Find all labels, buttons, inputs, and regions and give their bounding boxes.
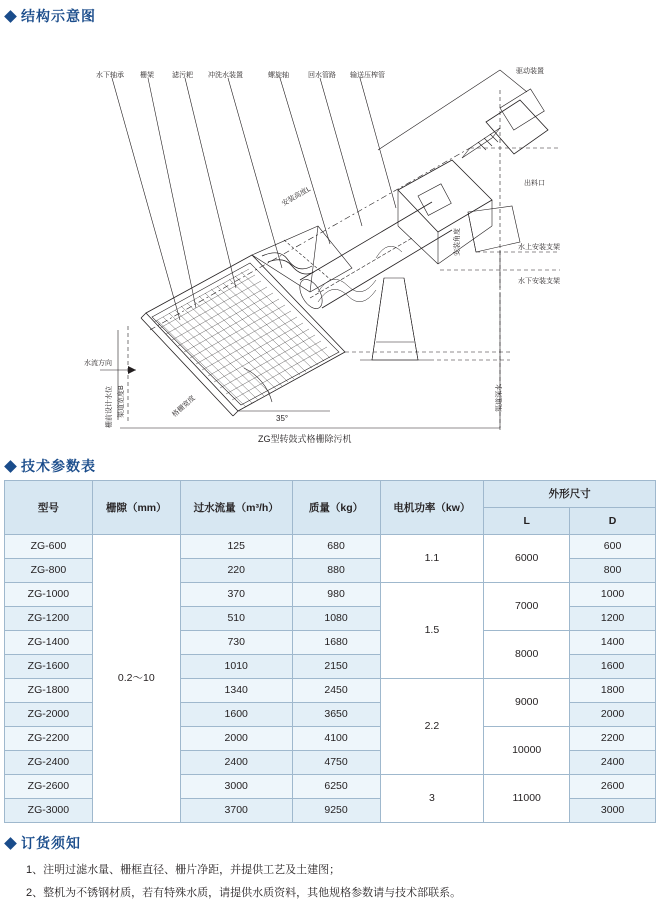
- diamond-bullet-icon: [4, 10, 17, 23]
- cell-dim-d: 2600: [570, 775, 656, 799]
- cell-dim-l: 7000: [484, 583, 570, 631]
- tech-params-table-wrap: [4, 480, 656, 823]
- cell-flow: 1340: [180, 679, 292, 703]
- cell-flow: 2400: [180, 751, 292, 775]
- dimension-label-channel-depth: 渠道深水: [496, 384, 503, 412]
- section-header-diagram: [6, 6, 660, 26]
- callout-label-frame: 栅架: [140, 72, 154, 79]
- dimension-label-screen-width: 格栅宽度: [171, 394, 197, 419]
- diamond-bullet-icon: [4, 837, 17, 850]
- cell-mass: 3650: [292, 703, 380, 727]
- cell-flow: 220: [180, 559, 292, 583]
- cell-dim-d: 2400: [570, 751, 656, 775]
- cell-flow: 370: [180, 583, 292, 607]
- cell-flow: 2000: [180, 727, 292, 751]
- cell-model: ZG-1800: [5, 679, 93, 703]
- cell-power: 2.2: [380, 679, 484, 775]
- callout-label-underwater-bracket: 水下安装支架: [518, 278, 560, 285]
- callout-label-underwater-bearing: 水下轴承: [96, 72, 124, 79]
- cell-mass: 4750: [292, 751, 380, 775]
- cell-mass: 1680: [292, 631, 380, 655]
- cell-mass: 4100: [292, 727, 380, 751]
- table-head: [5, 481, 656, 535]
- dimension-label-channel-width: 渠道宽度B: [118, 385, 125, 418]
- cell-mass: 9250: [292, 799, 380, 823]
- cell-model: ZG-600: [5, 535, 93, 559]
- cell-dim-l: 10000: [484, 727, 570, 775]
- diagram-svg: [0, 30, 660, 450]
- order-notes: [0, 861, 660, 900]
- cell-model: ZG-3000: [5, 799, 93, 823]
- cell-dim-d: 1000: [570, 583, 656, 607]
- tech-params-table: [4, 480, 656, 823]
- cell-flow: 510: [180, 607, 292, 631]
- cell-model: ZG-2000: [5, 703, 93, 727]
- col-header-model: 型号: [5, 481, 93, 535]
- section-header-params: [6, 456, 660, 476]
- cell-flow: 1600: [180, 703, 292, 727]
- col-header-dim-d: D: [570, 508, 656, 535]
- section-header-order: [6, 833, 660, 853]
- cell-mass: 2450: [292, 679, 380, 703]
- cell-flow: 3700: [180, 799, 292, 823]
- col-header-flow: 过水流量（m³/h）: [180, 481, 292, 535]
- cell-model: ZG-800: [5, 559, 93, 583]
- callout-label-drive-unit: 驱动装置: [516, 68, 544, 75]
- cell-dim-l: 8000: [484, 631, 570, 679]
- callout-label-wash-device: 冲洗水装置: [208, 72, 243, 79]
- col-header-dims: 外形尺寸: [484, 481, 656, 508]
- cell-dim-d: 3000: [570, 799, 656, 823]
- col-header-mass: 质量（kg）: [292, 481, 380, 535]
- cell-dim-d: 1200: [570, 607, 656, 631]
- diamond-bullet-icon: [4, 460, 17, 473]
- dimension-label-install-height: 安装高度L: [281, 185, 313, 208]
- section-title-order: 订货须知: [21, 835, 81, 851]
- cell-dim-l: 9000: [484, 679, 570, 727]
- callout-label-press-pipe: 输送压榨管: [350, 72, 385, 79]
- table-body: [5, 535, 656, 823]
- cell-flow: 1010: [180, 655, 292, 679]
- section-title-params: 技术参数表: [21, 458, 96, 474]
- cell-dim-d: 1400: [570, 631, 656, 655]
- diagram-angle-label: 35°: [276, 414, 289, 423]
- cell-flow: 3000: [180, 775, 292, 799]
- cell-dim-d: 1600: [570, 655, 656, 679]
- label-water-flow-direction: 水流方向: [84, 360, 112, 367]
- cell-power: 3: [380, 775, 484, 823]
- cell-model: ZG-1600: [5, 655, 93, 679]
- col-header-dim-l: L: [484, 508, 570, 535]
- callout-label-above-water-bracket: 水上安装支架: [518, 244, 560, 251]
- cell-dim-d: 800: [570, 559, 656, 583]
- cell-model: ZG-2200: [5, 727, 93, 751]
- cell-dim-d: 2200: [570, 727, 656, 751]
- cell-power: 1.5: [380, 583, 484, 679]
- order-note: 2、整机为不锈钢材质，若有特殊水质，请提供水质资料，其他规格参数请与技术部联系。: [26, 887, 462, 899]
- cell-mass: 980: [292, 583, 380, 607]
- cell-model: ZG-1400: [5, 631, 93, 655]
- cell-mass: 6250: [292, 775, 380, 799]
- table-row: [5, 535, 656, 559]
- cell-flow: 125: [180, 535, 292, 559]
- cell-model: ZG-1200: [5, 607, 93, 631]
- cell-dim-d: 600: [570, 535, 656, 559]
- cell-mass: 680: [292, 535, 380, 559]
- callout-label-screw-shaft: 螺旋轴: [268, 72, 289, 79]
- cell-mass: 880: [292, 559, 380, 583]
- cell-dim-l: 6000: [484, 535, 570, 583]
- table-header-row: [5, 481, 656, 508]
- cell-power: 1.1: [380, 535, 484, 583]
- cell-dim-d: 1800: [570, 679, 656, 703]
- order-note: 1、注明过滤水量、栅框直径、栅片净距，并提供工艺及土建图；: [26, 864, 341, 876]
- cell-mass: 2150: [292, 655, 380, 679]
- cell-model: ZG-1000: [5, 583, 93, 607]
- diagram-caption: ZG型转鼓式格栅除污机: [258, 434, 352, 444]
- col-header-power: 电机功率（kw）: [380, 481, 484, 535]
- cell-flow: 730: [180, 631, 292, 655]
- callout-label-return-pipe: 回水管路: [308, 72, 336, 79]
- dimension-label-install-angle: 安装角度: [454, 228, 461, 256]
- section-title-diagram: 结构示意图: [21, 8, 96, 24]
- cell-gap: 0.2～10: [92, 535, 180, 823]
- cell-dim-d: 2000: [570, 703, 656, 727]
- cell-dim-l: 11000: [484, 775, 570, 823]
- callout-label-rake: 滤污耙: [172, 72, 193, 79]
- structure-diagram: [0, 30, 660, 450]
- cell-model: ZG-2400: [5, 751, 93, 775]
- cell-mass: 1080: [292, 607, 380, 631]
- dimension-label-design-water-level: 栅前设计水位: [106, 386, 113, 428]
- col-header-gap: 栅隙（mm）: [92, 481, 180, 535]
- cell-model: ZG-2600: [5, 775, 93, 799]
- callout-label-discharge-port: 出料口: [524, 180, 545, 187]
